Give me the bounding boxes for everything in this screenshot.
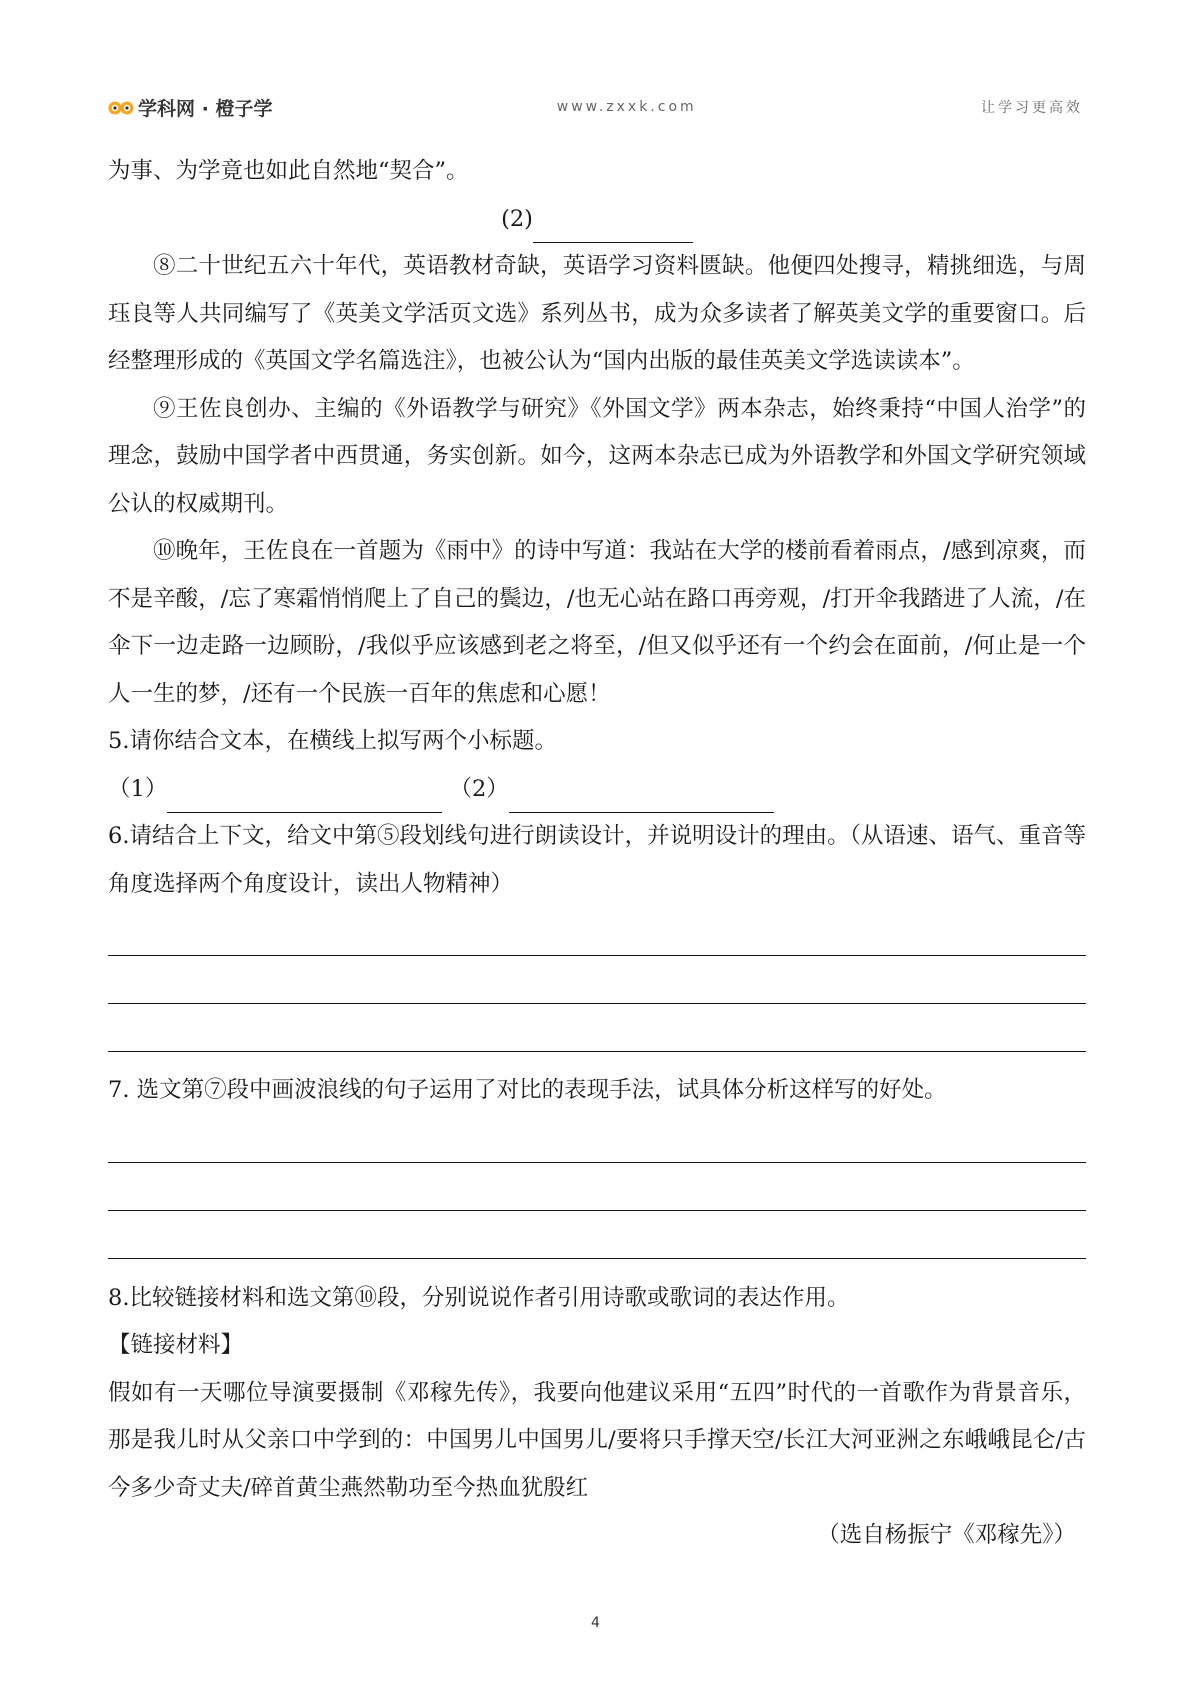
question-7: 7. 选文第⑦段中画波浪线的句子运用了对比的表现手法，试具体分析这样写的好处。: [108, 1077, 947, 1103]
question-5-answers: [108, 766, 1086, 814]
question-8: 8.比较链接材料和选文第⑩段，分别说说作者引用诗歌或歌词的表达作用。: [108, 1284, 850, 1311]
question-5: 5.请你结合文本，在横线上拟写两个小标题。: [108, 728, 557, 754]
paragraph-9: ⑨王佐良创办、主编的《外语教学与研究》《外国文学》两本杂志，始终秉持“中国人治学”的理念，鼓励中国学者中西贯通，务实创新。如今，这两本杂志已成为外语教学和外国文学研究领域公认的权威期刊。: [108, 395, 1086, 517]
site-url: www.zxxk.com: [556, 99, 697, 115]
q5-label-2: （2）: [449, 775, 509, 802]
subtitle-label: (2): [501, 205, 533, 232]
q7-answer-line-3[interactable]: [108, 1211, 1086, 1259]
subtitle-blank-2: [108, 196, 1086, 244]
question-6: 6.请结合上下文，给文中第⑤段划线句进行朗读设计，并说明设计的理由。（从语速、语气、重音等角度选择两个角度设计，读出人物精神）: [108, 823, 1086, 897]
q5-answer-blank-1[interactable]: [167, 782, 442, 813]
site-slogan: 让学习更高效: [980, 100, 1083, 116]
link-material-source: （选自杨振宁《邓稼先》）: [817, 1522, 1076, 1548]
page-number: 4: [591, 1615, 600, 1631]
q7-answer-line-1[interactable]: [108, 1115, 1086, 1163]
brand-logo: [108, 94, 272, 121]
paragraph-10: ⑩晚年，王佐良在一首题为《雨中》的诗中写道：我站在大学的楼前看着雨点，/感到凉爽，而不是辛酸，/忘了寒霜悄悄爬上了自己的鬓边，/也无心站在路口再旁观，/打开伞我踏进了人流，/在伞下一边走路一边顾盼，/我似乎应该感到老之将至，/但又似乎还有一个约会在面前，/何止是一个人一生的梦，/还有一个民族一百年的焦虑和心愿！: [108, 538, 1086, 707]
q5-label-1: （1）: [108, 775, 168, 802]
page-header: [108, 92, 1083, 122]
document-body: [108, 148, 1086, 1560]
link-material-heading: 【链接材料】: [108, 1332, 244, 1358]
continued-line: 为事、为学竟也如此自然地“契合”。: [108, 158, 469, 184]
subtitle-answer-blank[interactable]: [533, 212, 693, 243]
q6-answer-line-2[interactable]: [108, 956, 1086, 1004]
link-material-text: 假如有一天哪位导演要摄制《邓稼先传》，我要向他建议采用“五四”时代的一首歌作为背景音乐，那是我儿时从父亲口中学到的：中国男儿中国男儿/要将只手撑天空/长江大河亚洲之东峨峨昆仑/古今多少奇丈夫/碎首黄尘燕然勒功至今热血犹殷红: [108, 1379, 1086, 1501]
owl-eyes-icon: [108, 98, 134, 116]
paragraph-8: ⑧二十世纪五六十年代，英语教材奇缺，英语学习资料匮缺。他便四处搜寻，精挑细选，与周珏良等人共同编写了《英美文学活页文选》系列丛书，成为众多读者了解英美文学的重要窗口。后经整理形成的《英国文学名篇选注》，也被公认为“国内出版的最佳英美文学选读读本”。: [108, 253, 1086, 374]
brand-name: 学科网 · 橙子学: [138, 97, 273, 120]
q7-answer-line-2[interactable]: [108, 1163, 1086, 1211]
q6-answer-line-3[interactable]: [108, 1004, 1086, 1052]
q5-answer-blank-2[interactable]: [509, 782, 774, 813]
q6-answer-line-1[interactable]: [108, 908, 1086, 956]
